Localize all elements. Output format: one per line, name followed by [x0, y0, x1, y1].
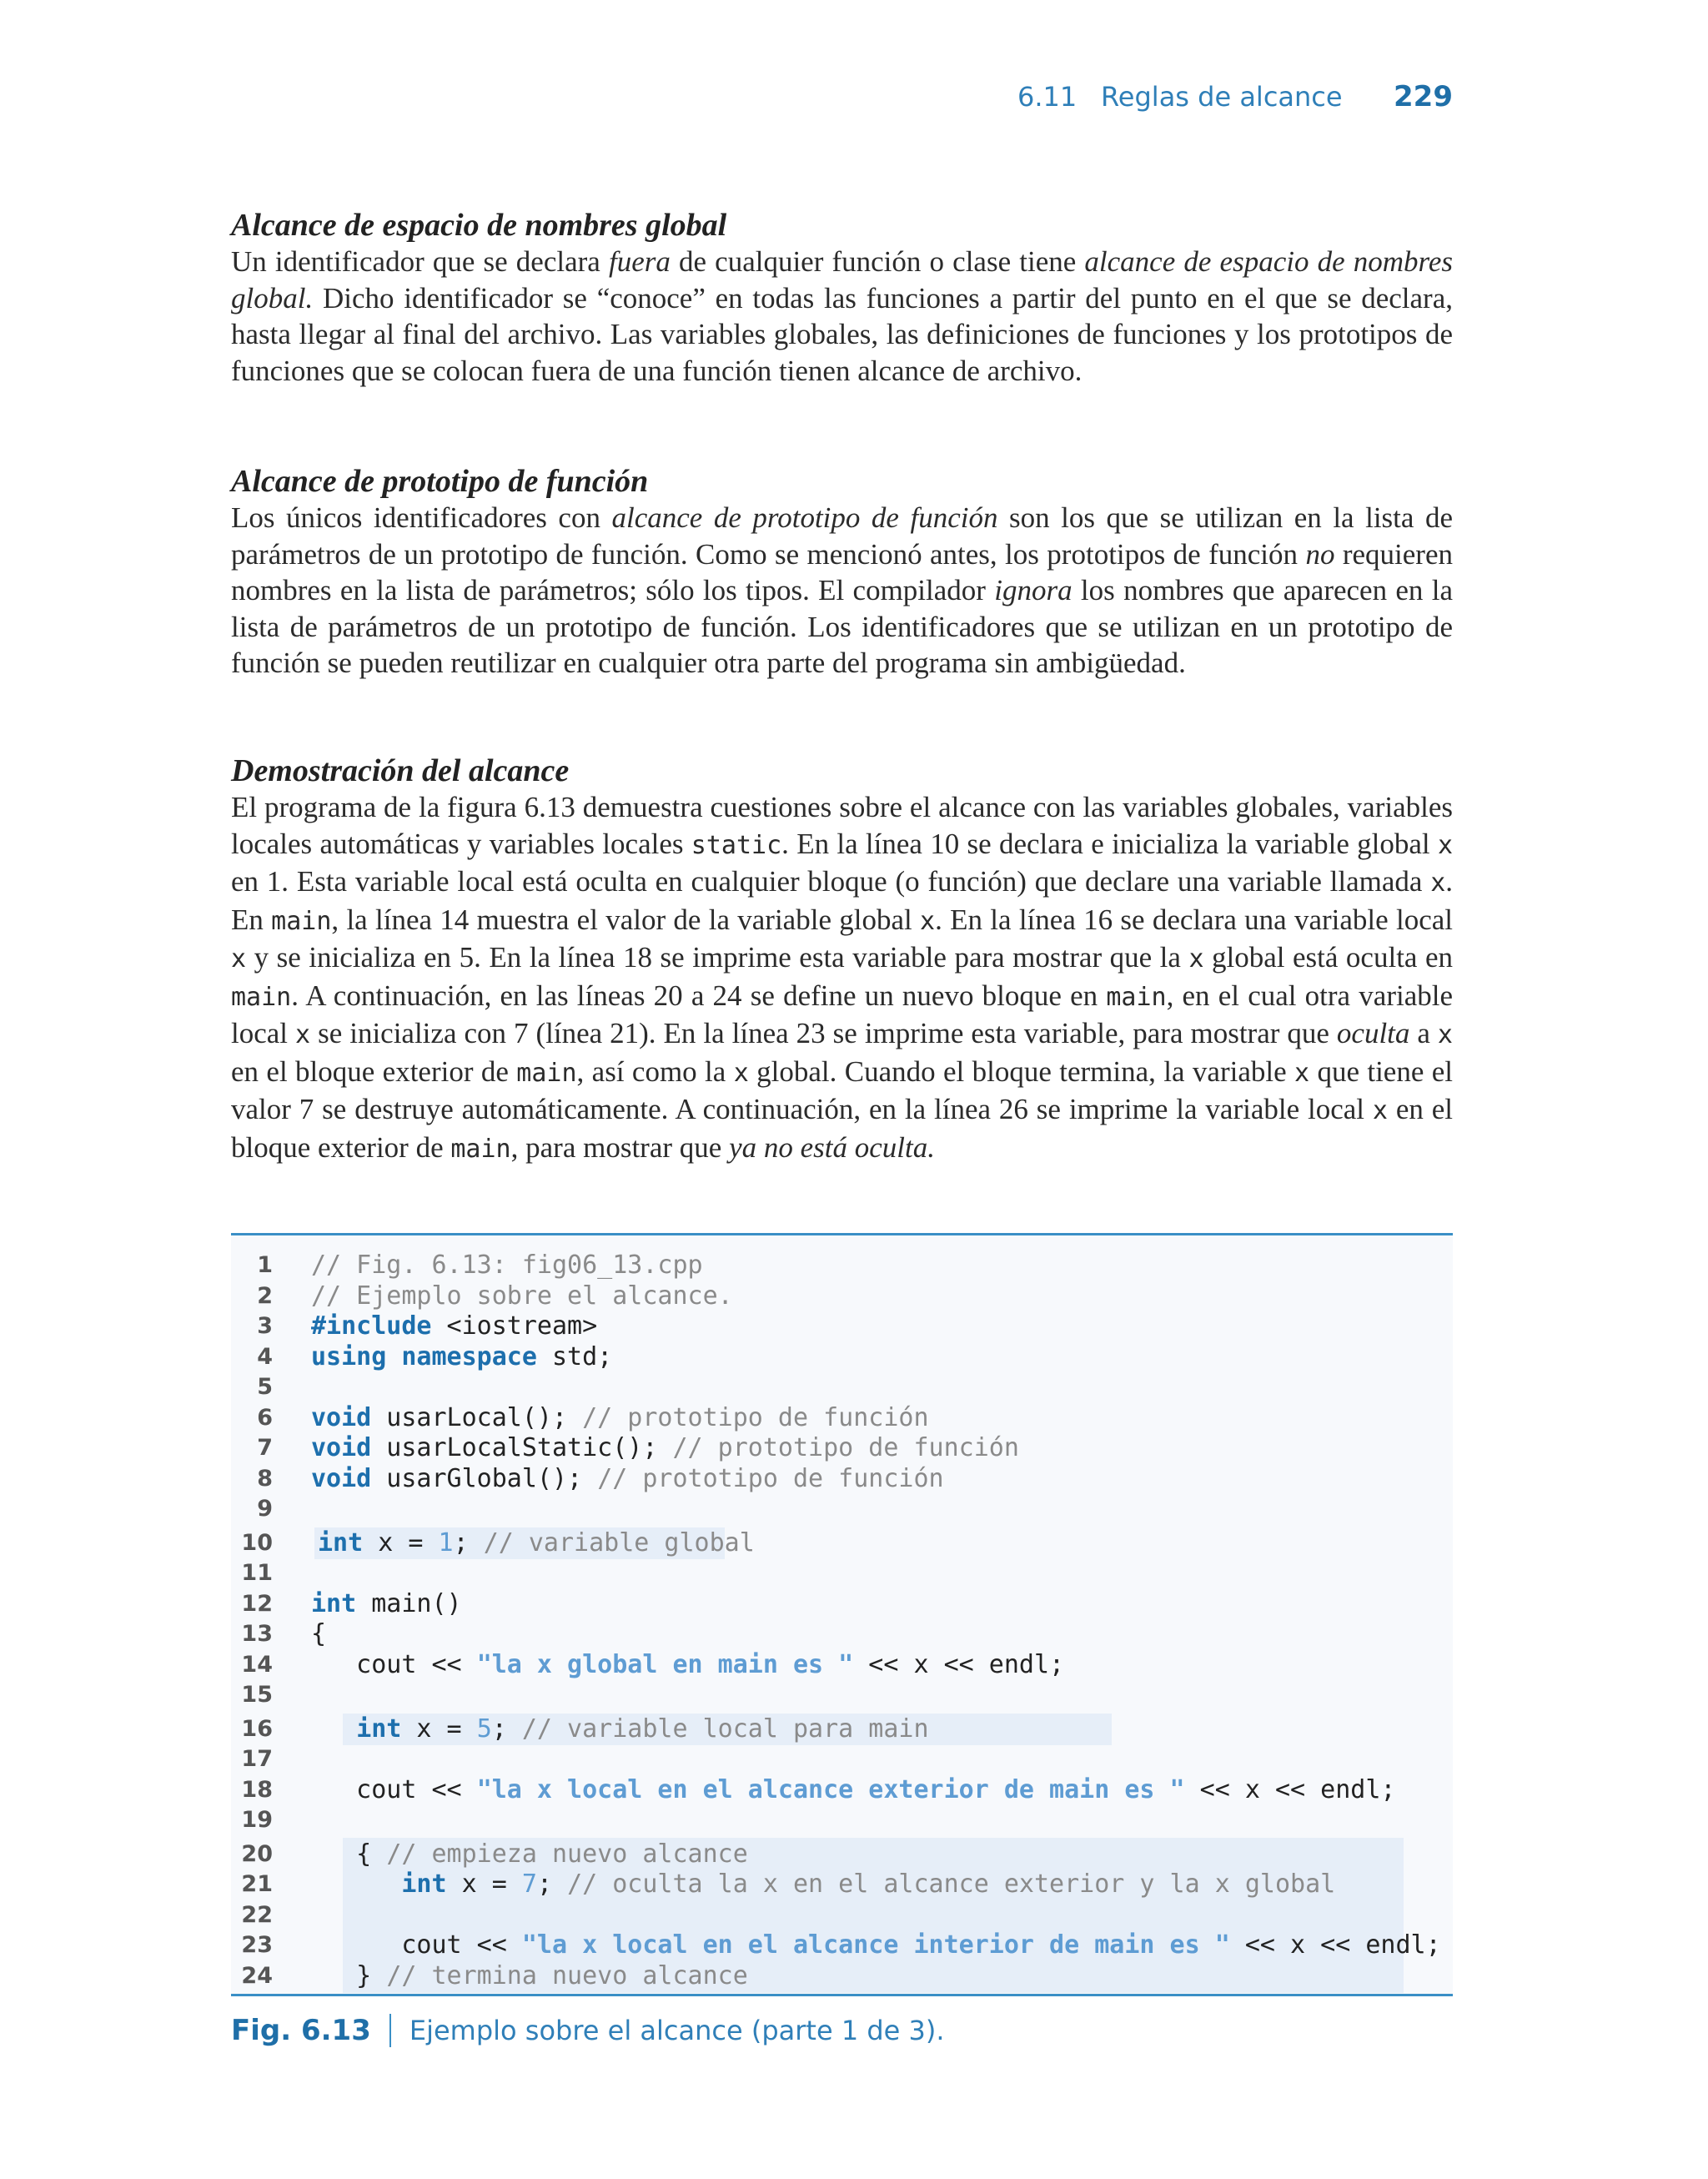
italic-text: fuera [608, 245, 671, 278]
code-token: << x << endl; [1184, 1774, 1396, 1804]
code-string: "la x global en main es " [476, 1649, 854, 1679]
code-text [311, 1251, 703, 1281]
section-heading: Alcance de prototipo de función [231, 464, 649, 499]
code-keyword: void [311, 1463, 372, 1493]
code-text [318, 1528, 755, 1558]
code-token: x = [363, 1527, 439, 1558]
caption-separator [389, 2014, 391, 2047]
section-heading: Demostración del alcance [231, 753, 570, 788]
line-number: 14 [241, 1651, 273, 1678]
line-number: 19 [241, 1807, 273, 1833]
code-keyword: #include [311, 1311, 432, 1341]
inline-code: main [1106, 982, 1167, 1012]
code-comment: // empieza nuevo alcance [386, 1839, 748, 1869]
code-text [311, 1464, 944, 1494]
section-number: 6.11 [1017, 81, 1078, 113]
code-keyword: int [401, 1870, 447, 1899]
code-text [311, 1714, 929, 1744]
code-token [311, 1870, 401, 1899]
inline-code: static [691, 830, 782, 860]
inline-code: main [450, 1134, 511, 1164]
code-token: ; [536, 1870, 568, 1899]
code-token: << x << endl; [853, 1649, 1065, 1679]
line-number: 7 [257, 1435, 273, 1461]
code-comment: // termina nuevo alcance [386, 1960, 748, 1990]
code-number: 5 [476, 1714, 492, 1744]
figure-label: Fig. 6.13 [231, 2014, 371, 2047]
code-token: usarLocal(); [371, 1402, 583, 1432]
section-title: Reglas de alcance [1101, 81, 1343, 113]
figure-top-rule [231, 1233, 1453, 1235]
code-text [311, 1311, 597, 1341]
line-number: 4 [257, 1343, 273, 1370]
code-token: } [311, 1960, 387, 1990]
italic-text: oculta [1336, 1017, 1410, 1049]
line-number: 24 [241, 1962, 273, 1989]
line-number: 10 [241, 1529, 273, 1556]
line-number: 1 [257, 1252, 273, 1278]
code-token [311, 1714, 356, 1744]
inline-code: main [271, 906, 332, 936]
italic-text: alcance de prototipo de función [611, 501, 998, 534]
code-token: std; [536, 1341, 613, 1371]
inline-code: x [1437, 830, 1453, 860]
italic-text: ignora [994, 574, 1073, 606]
code-listing [231, 1236, 1453, 1994]
line-number: 12 [241, 1590, 273, 1617]
figure-caption [231, 2014, 945, 2047]
code-comment: // variable global [483, 1527, 755, 1558]
code-number: 7 [521, 1870, 537, 1899]
section-paragraph: Un identificador que se declara fuera de cualquier función o clase tiene alcance de espacio de nombres global. Dicho identificador se “conoce” en todas las funciones a partir del punto en el que se declara, hasta llegar al final del archivo. Las variables globales, las definiciones de funciones y los prototipos de funciones que se colocan fuera de una función tienen alcance de archivo. [231, 245, 1453, 387]
code-text [311, 1281, 733, 1311]
inline-code: x [733, 1058, 749, 1088]
code-comment: // variable local para main [521, 1714, 929, 1744]
code-text [311, 1403, 929, 1433]
code-text [311, 1342, 612, 1372]
line-number: 16 [241, 1715, 273, 1742]
code-keyword: int [311, 1588, 357, 1618]
code-text [311, 1930, 1441, 1960]
code-token: x = [446, 1870, 522, 1899]
line-number: 2 [257, 1282, 273, 1309]
line-number: 6 [257, 1404, 273, 1431]
inline-code: x [1372, 1096, 1388, 1125]
inline-code: x [295, 1020, 311, 1049]
code-number: 1 [438, 1527, 454, 1558]
inline-code: x [1430, 868, 1446, 898]
code-comment: // oculta la x en el alcance exterior y la x global [567, 1870, 1336, 1899]
line-number: 17 [241, 1746, 273, 1772]
inline-code: x [1188, 944, 1204, 974]
code-comment: // Fig. 6.13: fig06_13.cpp [311, 1251, 703, 1280]
line-number: 5 [257, 1374, 273, 1400]
code-text [311, 1961, 748, 1991]
code-token: <iostream> [431, 1311, 598, 1341]
code-token: x = [401, 1714, 477, 1744]
code-string: "la x local en el alcance interior de main es " [521, 1930, 1230, 1960]
line-number: 20 [241, 1840, 273, 1867]
code-keyword: void [311, 1433, 372, 1462]
code-token: cout << [311, 1649, 477, 1679]
code-text [311, 1650, 1064, 1680]
running-head [1017, 80, 1453, 113]
code-token: << x << endl; [1229, 1930, 1441, 1960]
italic-text: alcance de espacio de nombres global. [231, 245, 1453, 315]
section-paragraph: El programa de la figura 6.13 demuestra cuestiones sobre el alcance con las variables globales, variables locales automáticas y variables locales static. En la línea 10 se declara e inicializa la variable global x en 1. Esta variable local está oculta en cualquier bloque (o función) que declare una variable llamada x. En main, la línea 14 muestra el valor de la variable global x. En la línea 16 se declara una variable local x y se inicializa en 5. En la línea 18 se imprime esta variable para mostrar que la x global está oculta en main. A continuación, en las líneas 20 a 24 se define un nuevo bloque en main, en el cual otra variable local x se inicializa con 7 (línea 21). En la línea 23 se imprime esta variable, para mostrar que oculta a x en el bloque exterior de main, así como la x global. Cuando el bloque termina, la variable x que tiene el valor 7 se destruye automáticamente. A continuación, en la línea 26 se imprime la variable local x en el bloque exterior de main, para mostrar que ya no está oculta. [231, 791, 1454, 1164]
section-function-prototype-scope [231, 463, 1453, 682]
code-token: { [311, 1619, 327, 1648]
code-string: "la x local en el alcance exterior de main es " [476, 1774, 1185, 1804]
line-number: 13 [241, 1621, 273, 1647]
inline-code: main [231, 982, 292, 1012]
line-number: 9 [257, 1496, 273, 1522]
code-token: usarLocalStatic(); [371, 1433, 673, 1462]
code-token: ; [491, 1714, 522, 1744]
italic-text: no [1305, 537, 1335, 571]
line-number: 3 [257, 1313, 273, 1339]
section-global-namespace-scope [231, 207, 1453, 389]
line-number: 8 [257, 1465, 273, 1492]
code-comment: // prototipo de función [597, 1463, 944, 1493]
code-comment: // Ejemplo sobre el alcance. [311, 1281, 733, 1311]
code-token: cout << [311, 1774, 477, 1804]
code-keyword: using namespace [311, 1341, 537, 1371]
code-token: ; [453, 1527, 484, 1558]
code-text [311, 1589, 462, 1619]
code-comment: // prototipo de función [672, 1433, 1019, 1462]
italic-text: ya no está oculta. [729, 1130, 935, 1164]
code-text [311, 1619, 326, 1649]
figure-bottom-rule [231, 1994, 1453, 1996]
code-text [311, 1839, 748, 1870]
code-text [311, 1870, 1335, 1900]
code-keyword: void [311, 1402, 372, 1432]
page-number: 229 [1394, 80, 1453, 113]
code-text [311, 1775, 1395, 1805]
inline-code: main [516, 1058, 577, 1088]
code-token: usarGlobal(); [371, 1463, 598, 1493]
line-number: 11 [241, 1560, 273, 1586]
line-number: 18 [241, 1776, 273, 1803]
code-keyword: int [318, 1527, 364, 1558]
code-token: cout << [311, 1930, 522, 1960]
code-token: { [311, 1839, 387, 1869]
code-text [311, 1433, 1019, 1463]
inline-code: x [1437, 1020, 1453, 1049]
figure-caption-text: Ejemplo sobre el alcance (parte 1 de 3). [409, 2015, 945, 2046]
line-number: 21 [241, 1871, 273, 1897]
section-heading: Alcance de espacio de nombres global [231, 208, 727, 243]
code-keyword: int [356, 1714, 402, 1744]
inline-code: x [1294, 1058, 1310, 1088]
code-token: main() [356, 1588, 462, 1618]
line-number: 22 [241, 1901, 273, 1928]
inline-code: x [920, 906, 936, 936]
line-number: 23 [241, 1932, 273, 1958]
inline-code: x [231, 944, 247, 974]
line-number: 15 [241, 1682, 273, 1708]
code-comment: // prototipo de función [582, 1402, 929, 1432]
section-paragraph: Los únicos identificadores con alcance de prototipo de función son los que se utilizan en la lista de parámetros de un prototipo de función. Como se mencionó antes, los prototipos de función no requieren nombres en la lista de parámetros; sólo los tipos. El compilador ignora los nombres que aparecen en la lista de parámetros de un prototipo de función. Los identificadores que se utilizan en un prototipo de función se pueden reutilizar en cualquier otra parte del programa sin ambigüedad. [231, 501, 1454, 679]
section-scope-demo [231, 752, 1453, 1167]
